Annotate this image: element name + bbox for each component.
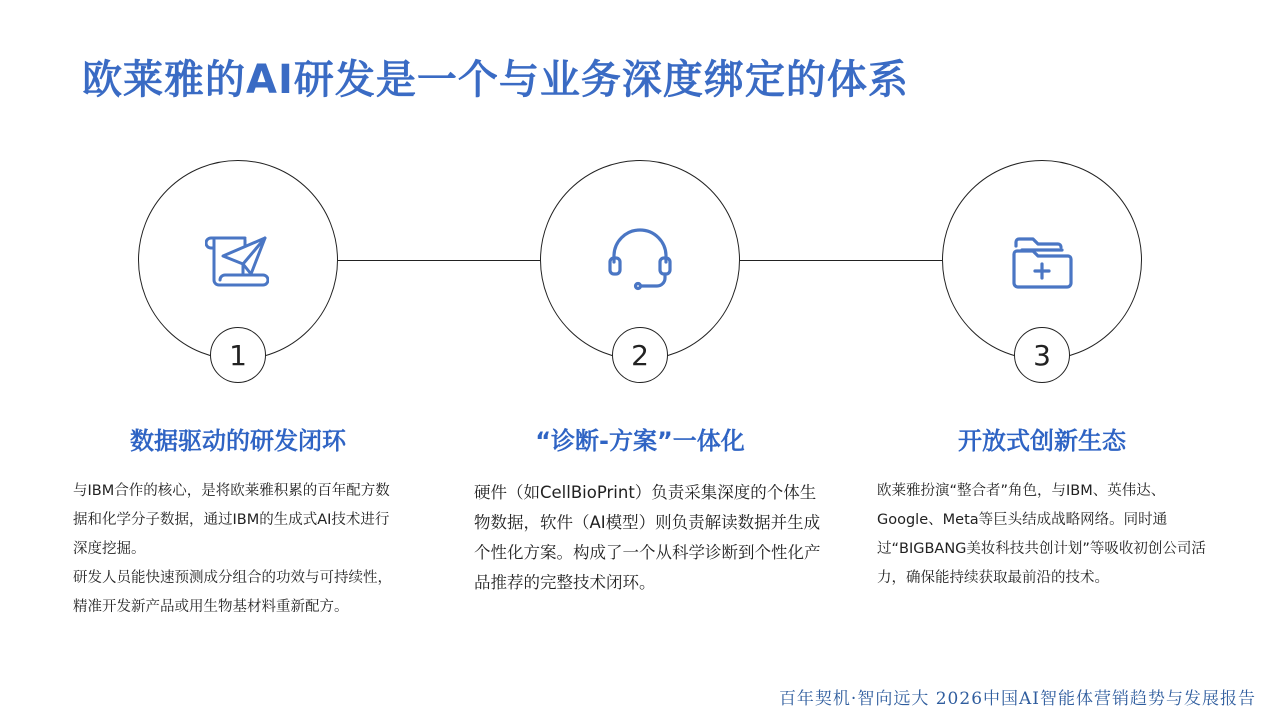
step-2-paragraph: 硬件（如CellBioPrint）负责采集深度的个体生物数据，软件（AI模型）则负责解读数据并生成个性化方案。构成了一个从科学诊断到个性化产品推荐的完整技术闭环。 <box>474 483 821 592</box>
step-1-number: 1 <box>210 327 266 383</box>
step-3-number: 3 <box>1014 327 1070 383</box>
paper-plane-scroll-icon <box>205 232 269 290</box>
step-1-heading: 数据驱动的研发闭环 <box>130 427 346 455</box>
headset-icon <box>606 228 674 292</box>
step-3-description <box>877 477 1213 593</box>
step-3-paragraph: 欧莱雅扮演“整合者”角色，与IBM、英伟达、Google、Meta等巨头结成战略网络。同时通过“BIGBANG美妆科技共创计划”等吸收初创公司活力，确保能持续获取最前沿的技术。 <box>877 483 1206 586</box>
step-1-paragraph: 与IBM合作的核心，是将欧莱雅积累的百年配方数据和化学分子数据，通过IBM的生成式AI技术进行深度挖掘。 <box>73 483 390 557</box>
folder-add-icon <box>1010 234 1074 290</box>
step-1-description <box>73 477 398 622</box>
step-1-paragraph: 研发人员能快速预测成分组合的功效与可持续性，精准开发新产品或用生物基材料重新配方。 <box>73 570 392 615</box>
connector-line-2 <box>740 260 942 261</box>
step-2-number: 2 <box>612 327 668 383</box>
footer-caption: 百年契机·智向远大 2026中国AI智能体营销趋势与发展报告 <box>778 689 1256 709</box>
page-title: 欧莱雅的AI研发是一个与业务深度绑定的体系 <box>82 57 909 103</box>
step-2-description <box>474 478 826 598</box>
connector-line-1 <box>338 260 540 261</box>
step-3-heading: 开放式创新生态 <box>958 427 1126 455</box>
step-2-heading: “诊断-方案”一体化 <box>535 427 745 455</box>
